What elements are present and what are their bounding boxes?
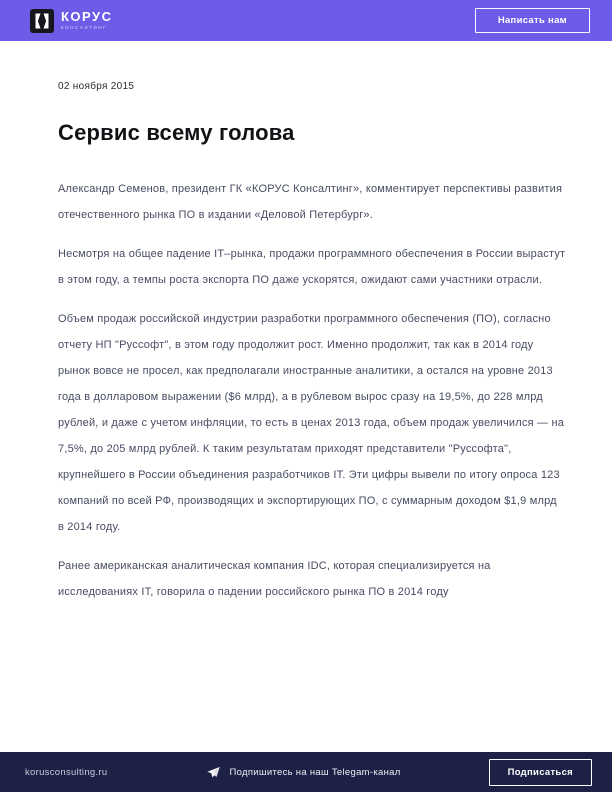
article-title: Сервис всему голова bbox=[58, 120, 295, 145]
article-paragraph: Александр Семенов, президент ГК «КОРУС Консалтинг», комментирует перспективы развития отечественного рынка ПО в издании «Деловой Петербург». bbox=[58, 183, 563, 221]
telegram-icon bbox=[206, 765, 221, 780]
logo-sub-text: КОНСАЛТИНГ bbox=[61, 25, 108, 31]
article-paragraph: Объем продаж российской индустрии разработки программного обеспечения (ПО), согласно отчету НП "Руссофт", в этом году продолжит рост. Именно продолжит, так как в 2014 году рынок вовсе не просел, как предполагали иностранные аналитики, а остался на уровне 2013 года в долларовом выражении ($6 млрд), а в рублевом вырос сразу на 19,5%, до 228 млрд рублей, и даже с учетом инфляции, то есть в ценах 2013 года, объем продаж увеличился — на 7,5%, до 205 млрд рублей. К таким результатам приходят представители "Руссофта", крупнейшего в России объединения разработчиков IT. Эти цифры вывели по итогу опроса 123 компаний по всей РФ, производящих и экспортирующих ПО, с суммарным доходом $1,9 млрд в 2014 году. bbox=[58, 313, 565, 533]
contact-us-button[interactable]: Написать нам bbox=[475, 8, 590, 33]
article-date: 02 ноября 2015 bbox=[58, 81, 135, 92]
telegram-promo bbox=[108, 765, 459, 780]
logo-brand-text: КОРУС bbox=[61, 9, 113, 25]
korus-logo-text bbox=[61, 10, 113, 31]
article-paragraph: Несмотря на общее падение IT–рынка, продажи программного обеспечения в России вырастут в этом году, а темпы роста экспорта ПО даже ускорятся, ожидают сами участники отрасли. bbox=[58, 248, 566, 286]
footer-site-link[interactable]: korusconsulting.ru bbox=[25, 766, 108, 778]
article-body bbox=[58, 176, 566, 605]
korus-logo[interactable] bbox=[30, 9, 113, 33]
telegram-channel-text[interactable]: Подпишитесь на наш Telegam-канал bbox=[229, 766, 401, 778]
site-footer bbox=[0, 752, 612, 792]
article-content bbox=[0, 41, 612, 792]
korus-logo-icon bbox=[30, 9, 54, 33]
article-paragraph: Ранее американская аналитическая компания IDC, которая специализируется на исследованиях IT, говорила о падении российского рынка ПО в 2014 году bbox=[58, 560, 491, 598]
subscribe-button[interactable]: Подписаться bbox=[489, 759, 592, 786]
site-header bbox=[0, 0, 612, 41]
